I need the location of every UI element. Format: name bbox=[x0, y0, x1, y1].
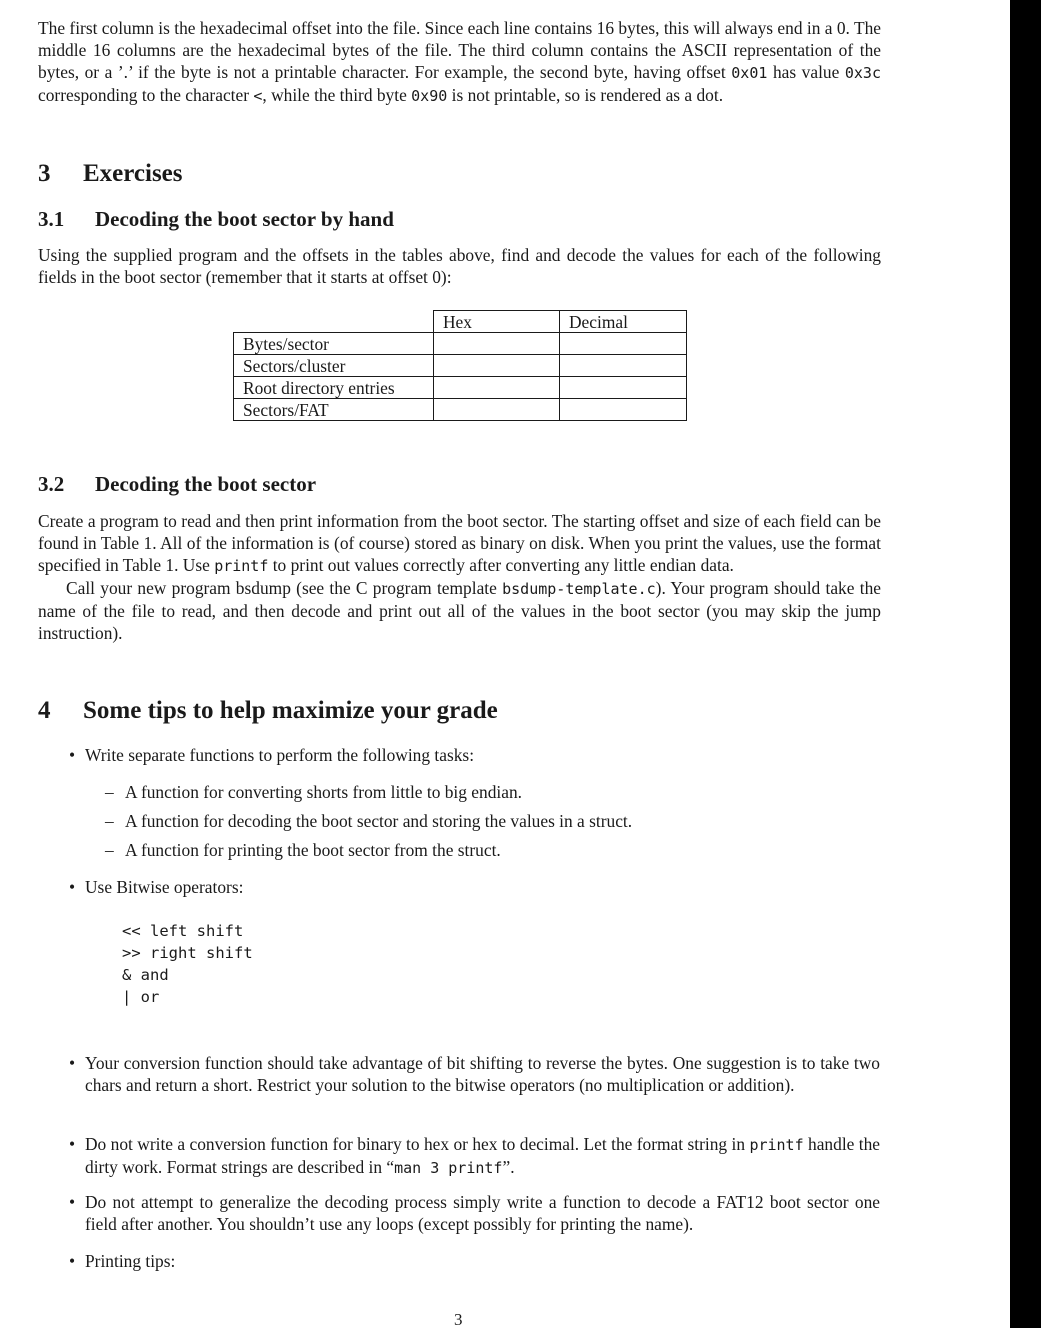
table-row: Root directory entries bbox=[234, 377, 687, 399]
bullet-icon: • bbox=[69, 1053, 76, 1073]
bullet-icon: • bbox=[69, 1134, 76, 1154]
bullet-icon: • bbox=[69, 1192, 76, 1212]
bullet-conversion-function: • Your conversion function should take advantage of bit shifting to reverse the bytes. One suggestion is to take two chars and return a short. Restrict your solution to the bitwise operators (no multiplication or addition). bbox=[69, 1053, 880, 1095]
code-template-filename: bsdump-template.c bbox=[502, 580, 656, 598]
subsection-3-1-heading: 3.1 Decoding the boot sector by hand bbox=[38, 207, 394, 231]
hex-cell bbox=[434, 377, 560, 399]
code-lt-char: < bbox=[253, 87, 263, 105]
intro-paragraph: The first column is the hexadecimal offset into the file. Since each line contains 16 bytes, this will always end in a 0. The middle 16 columns are the hexadecimal bytes of the file. The third column contains the ASCII representation of the bytes, or a ’.’ if the byte is not a printable character. For example, the second byte, having offset 0x01 has value 0x3c corresponding to the character <, while the third byte 0x90 is not printable, so is rendered as a dot. bbox=[38, 18, 881, 105]
code-value-3c: 0x3c bbox=[844, 64, 881, 82]
subsection-3-2-heading: 3.2 Decoding the boot sector bbox=[38, 472, 317, 496]
code-printf: printf bbox=[749, 1136, 804, 1154]
table-row: Sectors/FAT bbox=[234, 399, 687, 421]
table-header-decimal: Decimal bbox=[560, 311, 687, 333]
operator-right-shift: >> right shift bbox=[122, 944, 253, 962]
operator-or: | or bbox=[122, 988, 160, 1006]
bullet-no-hex-conversion: • Do not write a conversion function for binary to hex or hex to decimal. Let the format string in printf handle the dirty work. Format strings are described in “man 3 printf”. bbox=[69, 1134, 881, 1177]
decimal-cell bbox=[560, 399, 687, 421]
subitem-decode-boot-sector: – A function for decoding the boot sector and storing the values in a struct. bbox=[105, 811, 633, 831]
subsection-3-1-text: Using the supplied program and the offsets in the tables above, find and decode the values for each of the following fields in the boot sector (remember that it starts at offset 0): bbox=[38, 245, 881, 287]
subsection-3-2-text: Create a program to read and then print information from the boot sector. The starting offset and size of each field can be found in Table 1. All of the information is (of course) stored as binary on disk. When you print the values, use the format specified in Table 1. Use printf to print out values correctly after converting any little endian data. Call your new program bsdump (see the C program template bsdump-template.c). Your program should take the name of the file to read, and then decode and print out all of the values in the boot sector (you may skip the jump instruction). bbox=[38, 511, 881, 643]
table-header-row bbox=[234, 311, 687, 333]
page-number: 3 bbox=[454, 1310, 463, 1329]
bullet-printing-tips: • Printing tips: bbox=[69, 1251, 176, 1271]
decimal-cell bbox=[560, 355, 687, 377]
code-offset-01: 0x01 bbox=[731, 64, 768, 82]
operators-code-block bbox=[122, 920, 253, 1008]
table-header-hex: Hex bbox=[434, 311, 560, 333]
boot-sector-fields-table bbox=[233, 310, 687, 421]
table-row: Sectors/cluster bbox=[234, 355, 687, 377]
dash-icon: – bbox=[105, 840, 114, 860]
bullet-bitwise-operators: • Use Bitwise operators: bbox=[69, 877, 244, 897]
hex-cell bbox=[434, 333, 560, 355]
section-4-heading: 4 Some tips to help maximize your grade bbox=[38, 697, 498, 724]
dash-icon: – bbox=[105, 782, 114, 802]
operator-and: & and bbox=[122, 966, 169, 984]
code-value-90: 0x90 bbox=[411, 87, 448, 105]
decimal-cell bbox=[560, 377, 687, 399]
code-man-printf: man 3 printf bbox=[394, 1159, 503, 1177]
bullet-icon: • bbox=[69, 877, 76, 897]
code-printf: printf bbox=[214, 557, 269, 575]
section-3-heading: 3 Exercises bbox=[38, 160, 183, 187]
table-header-blank bbox=[234, 311, 434, 333]
bullet-icon: • bbox=[69, 1251, 76, 1271]
bullet-no-generalize: • Do not attempt to generalize the decoding process simply write a function to decode a FAT12 boot sector one field after another. You shouldn’t use any loops (except possibly for printing the name). bbox=[69, 1192, 880, 1234]
operator-left-shift: << left shift bbox=[122, 922, 244, 940]
decimal-cell bbox=[560, 333, 687, 355]
bullet-separate-functions: • Write separate functions to perform the following tasks: bbox=[69, 745, 475, 765]
table-row: Bytes/sector bbox=[234, 333, 687, 355]
dash-icon: – bbox=[105, 811, 114, 831]
scan-edge-bar bbox=[1010, 0, 1041, 1328]
bullet-icon: • bbox=[69, 745, 76, 765]
hex-cell bbox=[434, 399, 560, 421]
hex-cell bbox=[434, 355, 560, 377]
subitem-convert-shorts: – A function for converting shorts from little to big endian. bbox=[105, 782, 523, 802]
subitem-print-boot-sector: – A function for printing the boot sector from the struct. bbox=[105, 840, 501, 860]
